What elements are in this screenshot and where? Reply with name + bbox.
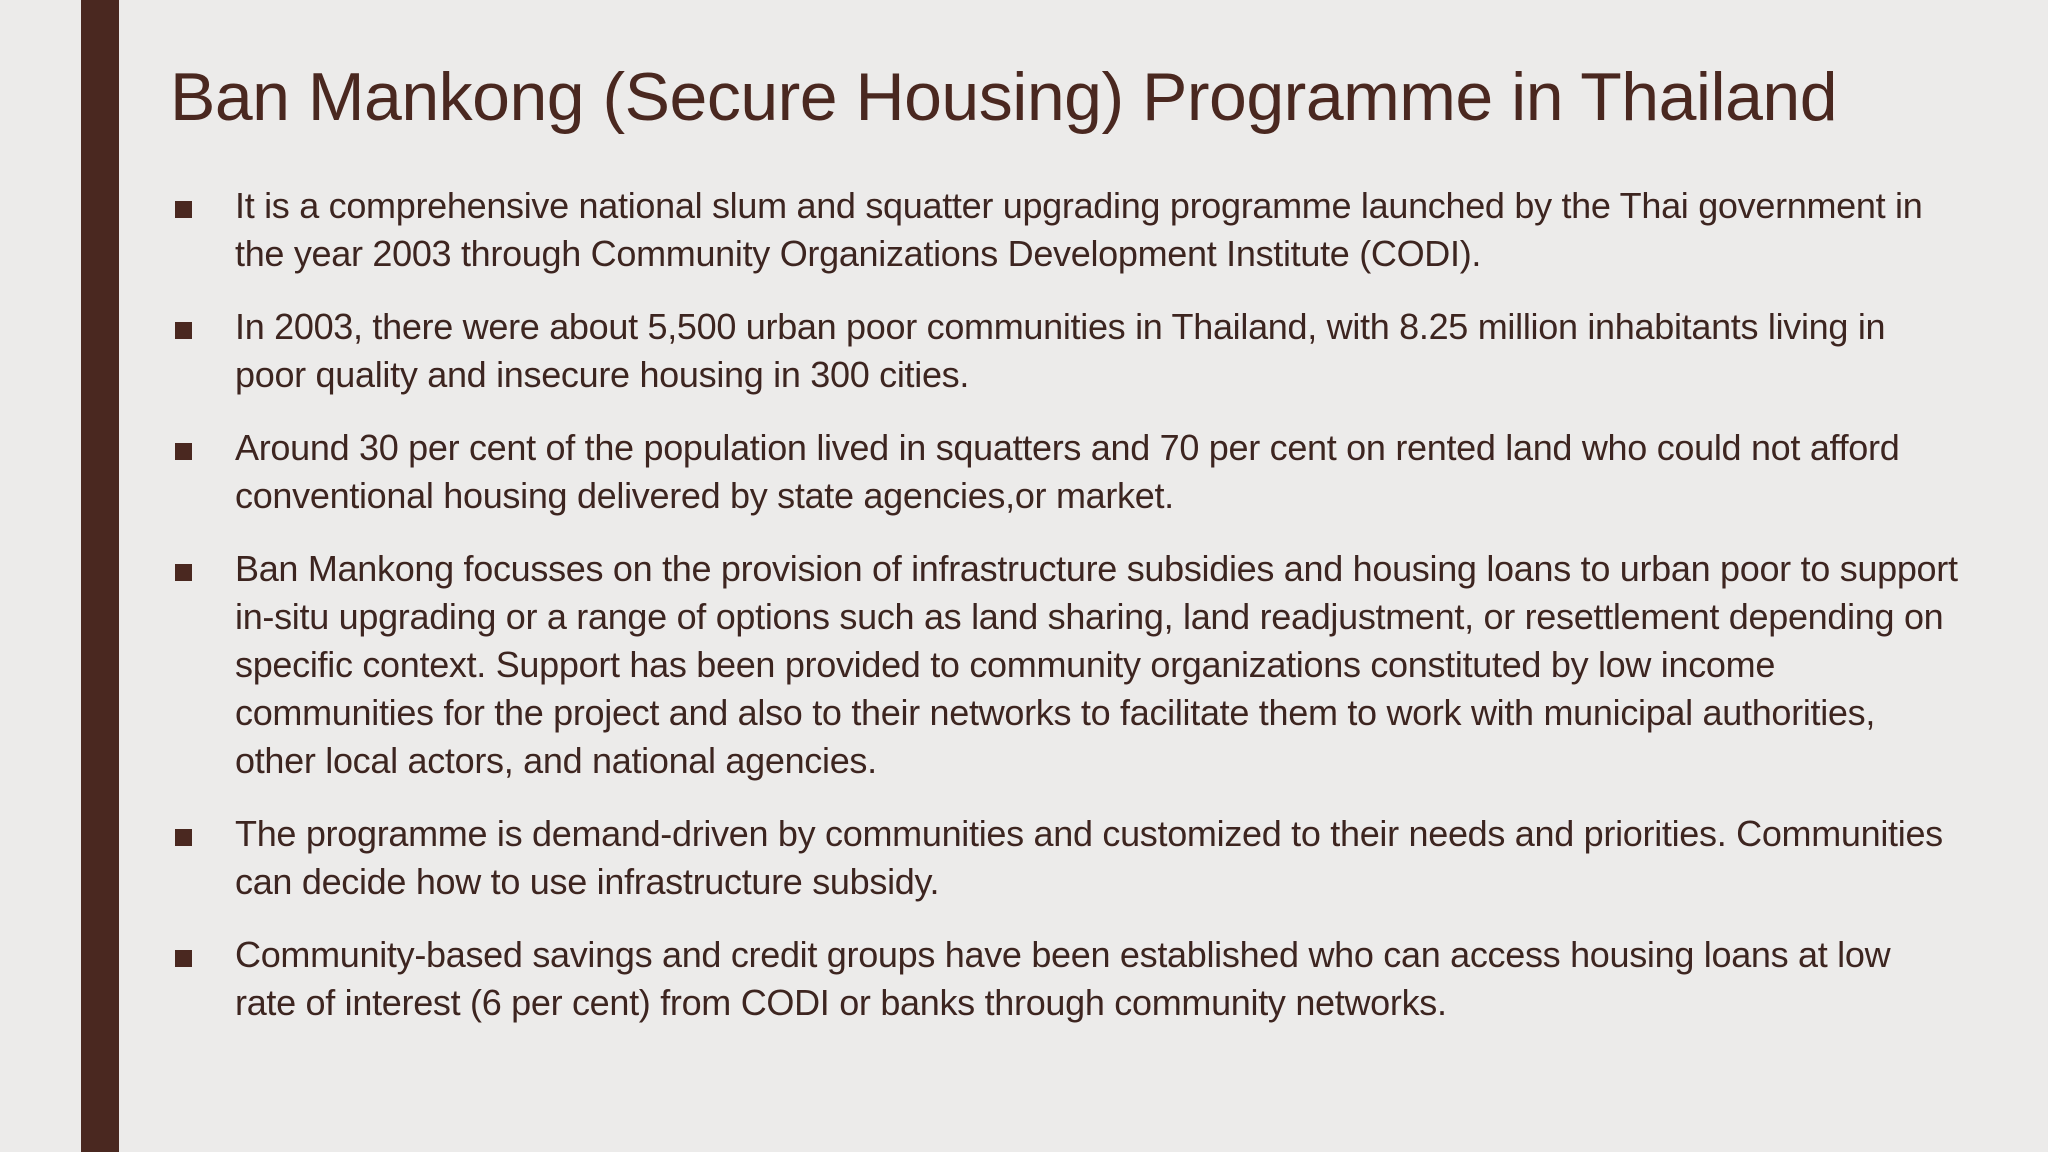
bullet-text: It is a comprehensive national slum and squatter upgrading programme launched by the Thai government in the year 2003 through Community Organizations Development Institute (CODI).: [235, 185, 1923, 274]
bullet-item: [170, 182, 1960, 278]
square-bullet-icon: [175, 950, 192, 967]
slide-accent-bar: [81, 0, 119, 1152]
bullet-text: The programme is demand-driven by communities and customized to their needs and priorities. Communities can decide how to use infrastructure subsidy.: [235, 813, 1943, 902]
bullet-text: Ban Mankong focusses on the provision of infrastructure subsidies and housing loans to urban poor to support in-situ upgrading or a range of options such as land sharing, land readjustment, or resettlement depending on specific context. Support has been provided to community organizations constituted by low income communities for the project and also to their networks to facilitate them to work with municipal authorities, other local actors, and national agencies.: [235, 548, 1958, 781]
bullet-item: [170, 931, 1960, 1027]
bullet-text: Around 30 per cent of the population lived in squatters and 70 per cent on rented land who could not afford conventional housing delivered by state agencies,or market.: [235, 427, 1900, 516]
square-bullet-icon: [175, 443, 192, 460]
square-bullet-icon: [175, 829, 192, 846]
slide-title: Ban Mankong (Secure Housing) Programme in Thailand: [170, 59, 1838, 135]
bullet-item: [170, 545, 1960, 785]
bullet-item: [170, 424, 1960, 520]
bullet-list: [170, 182, 1960, 1052]
square-bullet-icon: [175, 564, 192, 581]
square-bullet-icon: [175, 322, 192, 339]
bullet-text: Community-based savings and credit groups have been established who can access housing loans at low rate of interest (6 per cent) from CODI or banks through community networks.: [235, 934, 1891, 1023]
bullet-text: In 2003, there were about 5,500 urban poor communities in Thailand, with 8.25 million inhabitants living in poor quality and insecure housing in 300 cities.: [235, 306, 1886, 395]
bullet-item: [170, 810, 1960, 906]
bullet-item: [170, 303, 1960, 399]
square-bullet-icon: [175, 201, 192, 218]
